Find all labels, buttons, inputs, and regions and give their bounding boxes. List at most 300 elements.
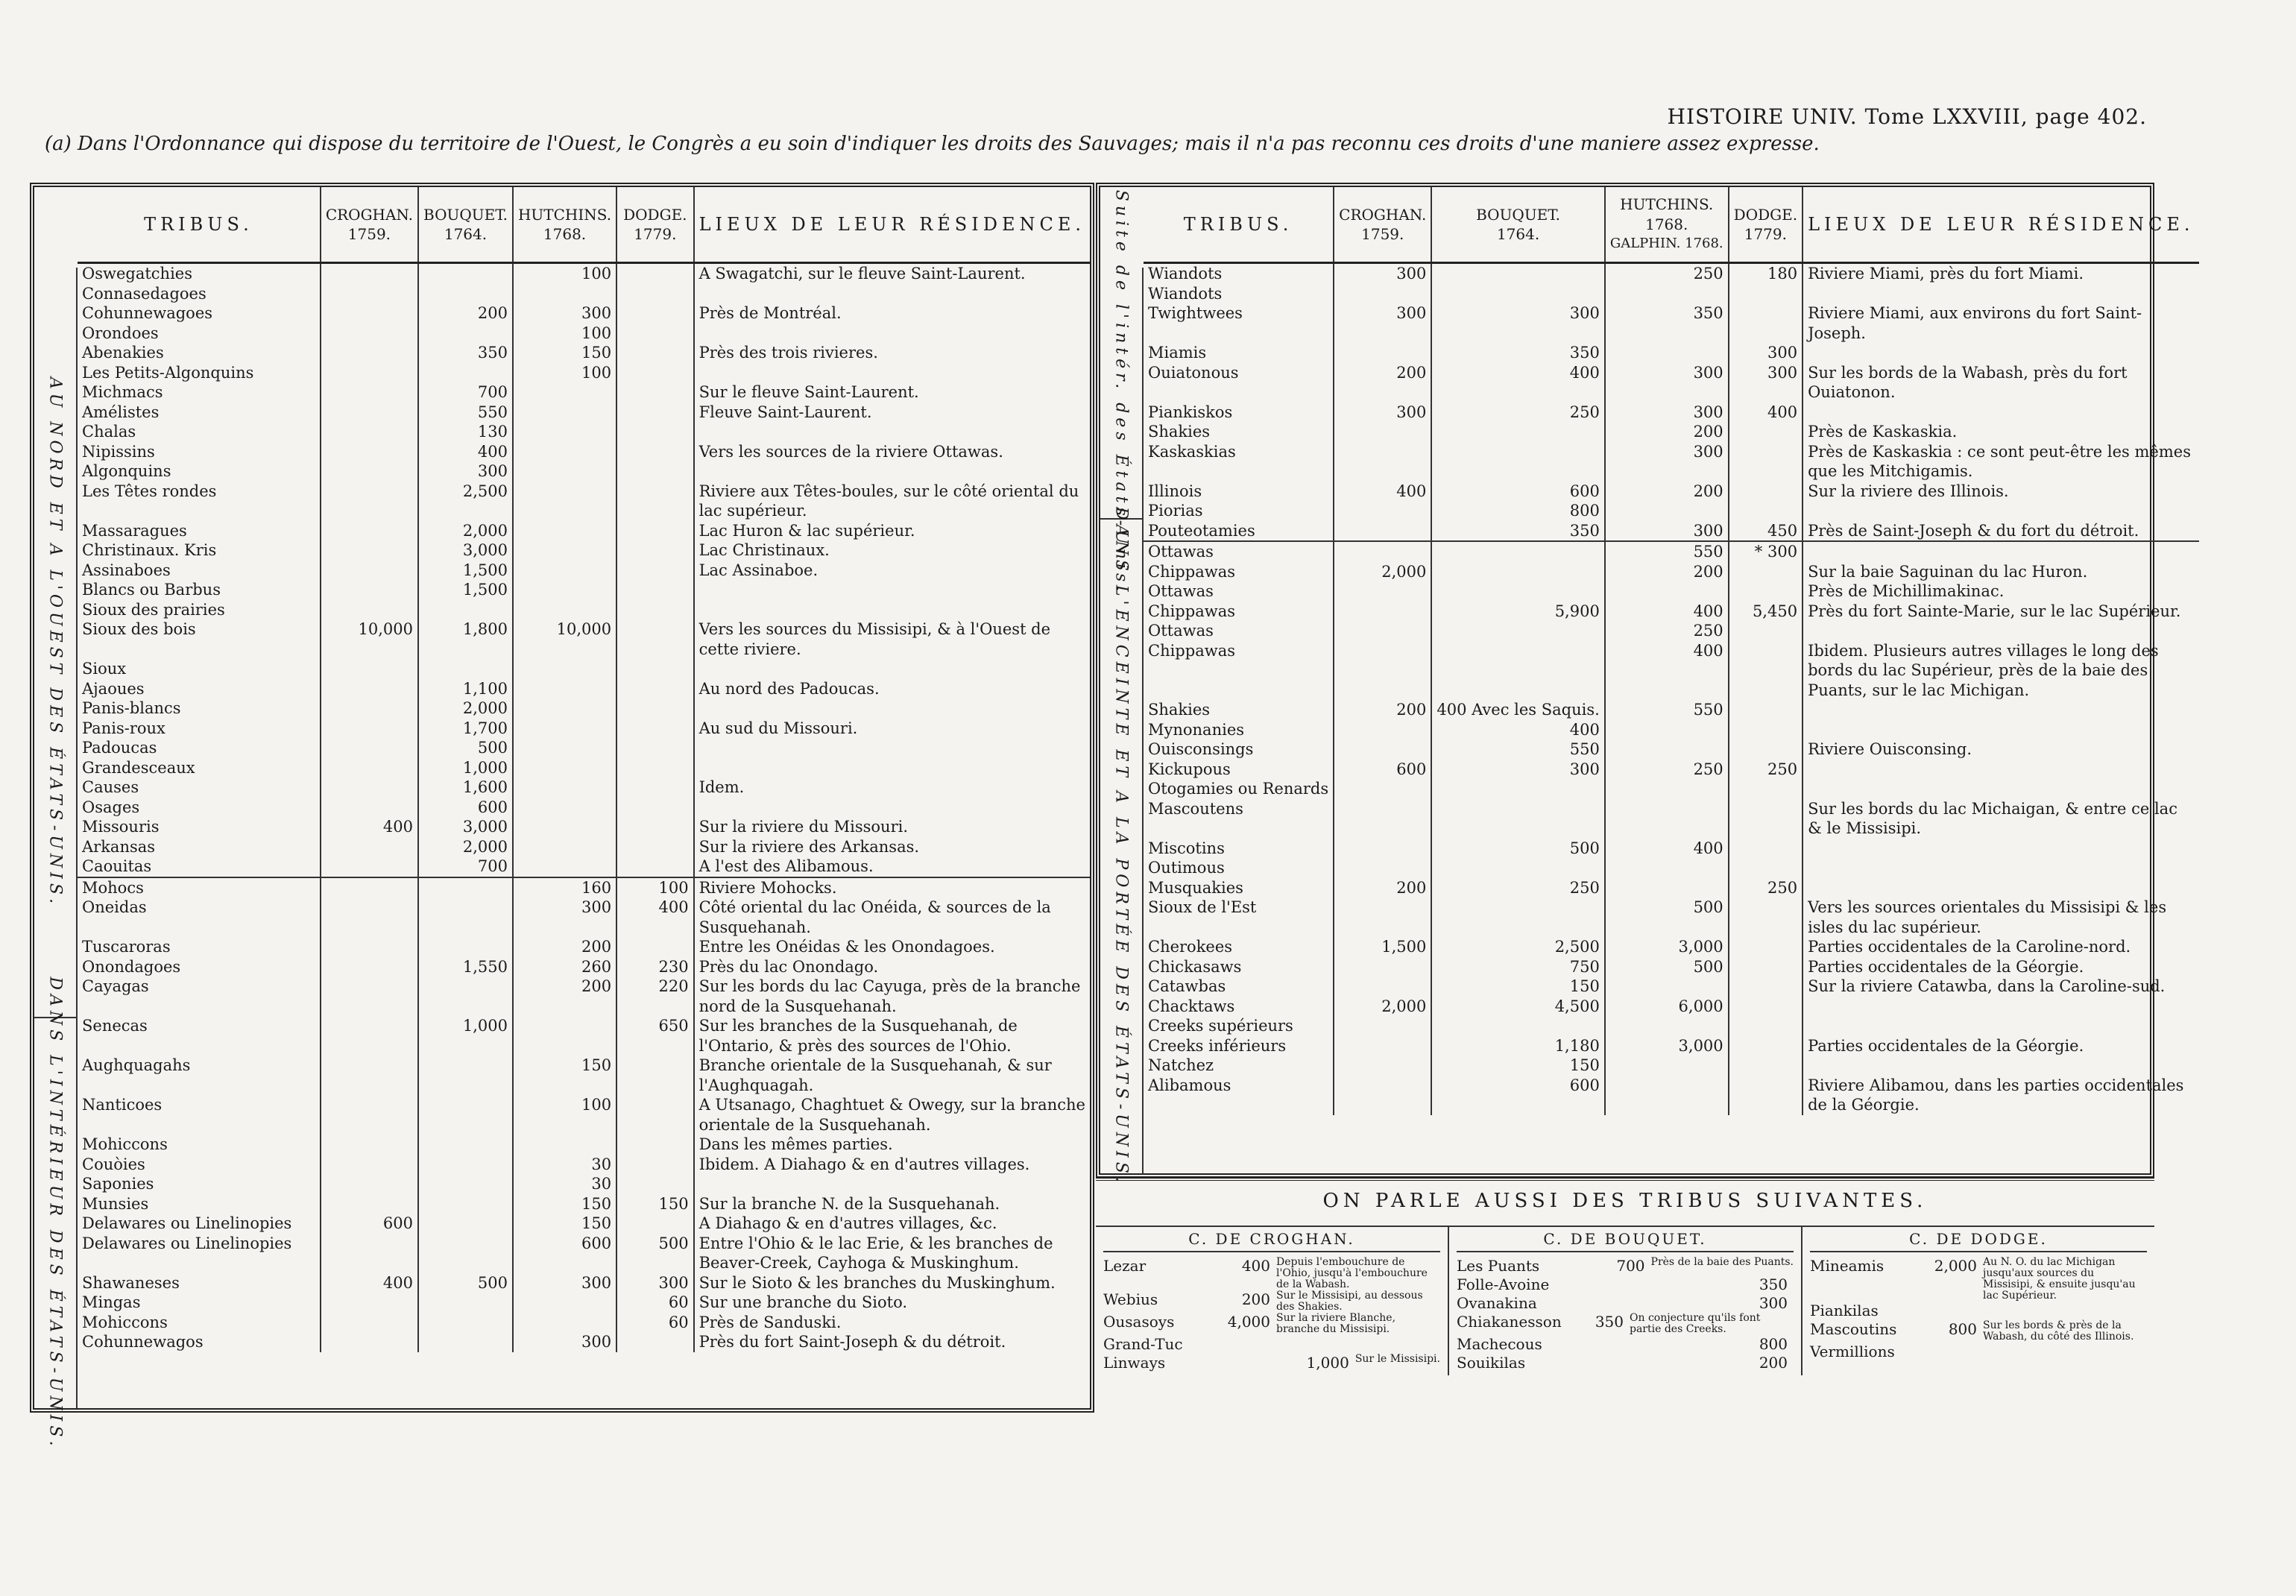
table-row: [78, 738, 1090, 758]
residence: Fleuve Saint-Laurent.: [694, 403, 1090, 423]
dodge-value: 60: [616, 1313, 693, 1333]
dodge-value: [1729, 501, 1803, 521]
dodge-value: [616, 619, 693, 659]
tribe-name: Munsies: [82, 1194, 149, 1213]
bouquet-value: 150: [1431, 1056, 1604, 1076]
hutchins-value: 200: [1605, 482, 1729, 502]
bouquet-value: 350: [418, 343, 513, 363]
bouquet-value: 350: [1431, 343, 1604, 363]
tribe-name: Piankilas: [1810, 1302, 1879, 1319]
list-item: [1457, 1354, 1794, 1372]
residence: Ibidem. A Diahago & en d'autres villages.: [694, 1155, 1090, 1175]
tribe-name: Kickupous: [1148, 760, 1231, 778]
bouquet-value: 750: [1431, 957, 1604, 977]
croghan-value: [321, 1135, 418, 1155]
tribe-name: Chiakanesson: [1457, 1313, 1562, 1331]
hutchins-value: 200: [1605, 562, 1729, 582]
hutchins-value: [513, 461, 616, 482]
tribe-name: Sioux des prairies: [82, 600, 225, 619]
dodge-value: [616, 324, 693, 344]
table-row: [1144, 957, 2199, 977]
dodge-value: [1729, 1056, 1803, 1076]
residence: Sur la riviere du Missouri.: [694, 817, 1090, 837]
croghan-value: [321, 461, 418, 482]
bouquet-value: 400: [1431, 363, 1604, 403]
residence: Parties occidentales de la Caroline-nord.: [1803, 937, 2198, 957]
dodge-value: 5,450: [1729, 602, 1803, 622]
tribe-name: Ajaoues: [82, 679, 145, 698]
residence: A l'est des Alibamous.: [694, 857, 1090, 877]
table-row: [1144, 720, 2199, 740]
list-item: [1457, 1335, 1794, 1354]
tribe-name: Wiandots: [1148, 265, 1223, 283]
dodge-value: [1729, 303, 1803, 343]
hutchins-value: [1605, 581, 1729, 602]
croghan-value: [321, 263, 418, 284]
tribe-name: Linways: [1103, 1354, 1166, 1372]
croghan-value: 2,000: [1334, 562, 1431, 582]
table-row: [1144, 898, 2199, 937]
dodge-value: [616, 521, 693, 541]
hutchins-value: 500: [1605, 957, 1729, 977]
bouquet-value: 1,700: [418, 719, 513, 739]
tribe-name: Piankiskos: [1148, 403, 1233, 421]
bouquet-value: 600: [1431, 1076, 1604, 1115]
tribe-name: Michmacs: [82, 383, 163, 401]
bouquet-value: 250: [1431, 878, 1604, 898]
hutchins-value: [1605, 1016, 1729, 1036]
residence: Entre les Onéidas & les Onondagoes.: [694, 937, 1090, 957]
bouquet-value: [1431, 641, 1604, 701]
table-row: [78, 817, 1090, 837]
bouquet-value: [1431, 541, 1604, 562]
tribe-count: 2,000: [1934, 1257, 1977, 1275]
list-item: [1103, 1290, 1440, 1313]
dodge-value: [616, 798, 693, 818]
other-tribes-column: [1096, 1227, 1448, 1375]
table-row: [78, 679, 1090, 699]
tribe-name: Sioux: [82, 660, 127, 678]
residence: Côté oriental du lac Onéida, & sources de la Susquehanah.: [694, 898, 1090, 937]
hutchins-value: 550: [1605, 700, 1729, 720]
dodge-value: [616, 837, 693, 857]
dodge-value: [616, 719, 693, 739]
hutchins-value: [513, 580, 616, 600]
tribe-name: Ovanakina: [1457, 1294, 1537, 1312]
table-row: [78, 382, 1090, 403]
bouquet-value: [1431, 779, 1604, 799]
croghan-value: [321, 957, 418, 977]
tribe-name: Grand-Tuc: [1103, 1335, 1183, 1353]
hutchins-value: 300: [513, 1332, 616, 1352]
bouquet-value: 1,500: [418, 580, 513, 600]
bouquet-value: [418, 1056, 513, 1095]
dodge-value: [616, 403, 693, 423]
dodge-value: [1729, 482, 1803, 502]
table-row: [78, 1332, 1090, 1352]
croghan-value: [321, 738, 418, 758]
croghan-value: [321, 698, 418, 719]
hutchins-value: [513, 600, 616, 620]
tribe-name: Padoucas: [82, 739, 157, 757]
list-item: [1457, 1275, 1794, 1294]
table-row: [1144, 858, 2199, 878]
dodge-value: [616, 1095, 693, 1135]
croghan-value: [321, 937, 418, 957]
tribe-count: 400: [1241, 1257, 1270, 1275]
tribe-name: Osages: [82, 798, 140, 816]
table-row: [78, 580, 1090, 600]
bouquet-value: 500: [418, 738, 513, 758]
tribe-count: 300: [1759, 1294, 1788, 1312]
croghan-value: [321, 324, 418, 344]
tribe-count: 350: [1595, 1313, 1624, 1331]
hutchins-value: 200: [513, 977, 616, 1016]
tribe-name: Souikilas: [1457, 1354, 1526, 1372]
hutchins-value: 3,000: [1605, 937, 1729, 957]
residence: A Diahago & en d'autres villages, &c.: [694, 1214, 1090, 1234]
residence: Lac Christinaux.: [694, 540, 1090, 561]
hutchins-value: [513, 738, 616, 758]
tribe-name: Chickasaws: [1148, 957, 1242, 976]
table-row: [1144, 422, 2199, 442]
table-row: [1144, 997, 2199, 1017]
dodge-value: [1729, 442, 1803, 482]
croghan-value: [321, 758, 418, 778]
residence: Vers les sources de la riviere Ottawas.: [694, 442, 1090, 462]
residence: Sur la branche N. de la Susquehanah.: [694, 1194, 1090, 1214]
residence: [694, 580, 1090, 600]
croghan-value: [321, 977, 418, 1016]
residence: Riviere Miami, aux environs du fort Saint-Joseph.: [1803, 303, 2198, 343]
tribe-name: Shawaneses: [82, 1273, 180, 1292]
bouquet-value: 550: [1431, 739, 1604, 760]
residence: A Utsanago, Chaghtuet & Owegy, sur la branche orientale de la Susquehanah.: [694, 1095, 1090, 1135]
hutchins-value: [513, 698, 616, 719]
bouquet-value: [418, 1095, 513, 1135]
dodge-value: [1729, 641, 1803, 701]
tribe-name: Webius: [1103, 1290, 1158, 1308]
bouquet-value: [1431, 562, 1604, 582]
hutchins-value: [513, 382, 616, 403]
hutchins-value: 150: [513, 1214, 616, 1234]
table-row: [1144, 641, 2199, 701]
dodge-value: 60: [616, 1293, 693, 1313]
tribe-name: Mascoutins: [1810, 1320, 1897, 1338]
residence: [1803, 403, 2198, 423]
bouquet-value: 2,500: [418, 482, 513, 521]
tribe-name: Chippawas: [1148, 562, 1235, 581]
table-row: [78, 263, 1090, 284]
residence: Riviere Ouisconsing.: [1803, 739, 2198, 760]
tribe-name: Ottawas: [1148, 582, 1214, 600]
residence: [694, 1174, 1090, 1194]
croghan-value: [1334, 1076, 1431, 1115]
residence: Sur les bords de la Wabash, près du fort Ouiatonon.: [1803, 363, 2198, 403]
residence: [694, 600, 1090, 620]
tribe-name: Grandesceaux: [82, 758, 195, 777]
croghan-value: [321, 1194, 418, 1214]
hutchins-value: 3,000: [1605, 1036, 1729, 1056]
bouquet-value: 500: [1431, 839, 1604, 859]
tribe-name: Chalas: [82, 423, 136, 441]
col-croghan: CROGHAN. 1759.: [321, 187, 418, 263]
residence: Sur le Sioto & les branches du Muskinghum.: [694, 1273, 1090, 1293]
hutchins-value: [1605, 799, 1729, 839]
croghan-value: [1334, 581, 1431, 602]
residence: Vers les sources orientales du Missisipi & les isles du lac supérieur.: [1803, 898, 2198, 937]
other-tribes-columns: [1096, 1226, 2154, 1375]
residence: Près des trois rivieres.: [694, 343, 1090, 363]
table-row: [78, 284, 1090, 304]
hutchins-value: 300: [1605, 363, 1729, 403]
table-row: [78, 1174, 1090, 1194]
residence: Près de Saint-Joseph & du fort du détroit.: [1803, 521, 2198, 542]
table-row: [78, 1214, 1090, 1234]
table-row: [1144, 263, 2199, 284]
residence: [1803, 858, 2198, 878]
dodge-value: [1729, 581, 1803, 602]
tribe-name: Miamis: [1148, 344, 1207, 362]
residence: Riviere Alibamou, dans les parties occidentales de la Géorgie.: [1803, 1076, 2198, 1115]
croghan-value: [321, 898, 418, 937]
croghan-value: [321, 1332, 418, 1352]
hutchins-value: [513, 442, 616, 462]
table-row: [1144, 482, 2199, 502]
dodge-value: [616, 600, 693, 620]
dodge-value: [616, 461, 693, 482]
croghan-value: [321, 482, 418, 521]
croghan-value: [1334, 858, 1431, 878]
table-row: [1144, 541, 2199, 562]
dodge-value: [616, 1135, 693, 1155]
residence: [694, 698, 1090, 719]
other-tribes-column: [1448, 1227, 1801, 1375]
table-row: [78, 1056, 1090, 1095]
bouquet-value: 250: [1431, 403, 1604, 423]
table-row: [78, 798, 1090, 818]
residence: Sur les bords du lac Cayuga, près de la branche nord de la Susquehanah.: [694, 977, 1090, 1016]
bouquet-value: 2,000: [418, 698, 513, 719]
dodge-value: [1729, 422, 1803, 442]
hutchins-value: 250: [1605, 621, 1729, 641]
hutchins-value: [513, 798, 616, 818]
table-row: [1144, 403, 2199, 423]
dodge-value: [616, 263, 693, 284]
dodge-value: [1729, 739, 1803, 760]
tribe-name: Shakies: [1148, 423, 1211, 441]
residence: Depuis l'embouchure de l'Ohio, jusqu'à l'embouchure de la Wabash.: [1276, 1256, 1428, 1290]
dodge-value: [616, 303, 693, 324]
hutchins-value: 400: [1605, 602, 1729, 622]
dodge-value: 230: [616, 957, 693, 977]
other-tribes-column-head: C. DE BOUQUET.: [1457, 1230, 1794, 1252]
residence: Sur le fleuve Saint-Laurent.: [694, 382, 1090, 403]
table-row: [78, 521, 1090, 541]
tribe-name: Panis-roux: [82, 719, 165, 737]
residence: Sur les branches de la Susquehanah, de l'Ontario, & près des sources de l'Ohio.: [694, 1016, 1090, 1056]
bouquet-value: 2,000: [418, 521, 513, 541]
table-row: [1144, 700, 2199, 720]
bouquet-value: [418, 1313, 513, 1333]
croghan-value: [1334, 977, 1431, 997]
residence: Près du fort Saint-Joseph & du détroit.: [694, 1332, 1090, 1352]
tribe-name: Cherokees: [1148, 938, 1233, 956]
tribe-name: Les Têtes rondes: [82, 482, 217, 500]
croghan-value: [321, 422, 418, 442]
bouquet-value: 2,000: [418, 837, 513, 857]
col-hutchins: HUTCHINS. 1768. GALPHIN. 1768.: [1605, 187, 1729, 263]
right-table-frame: [1096, 183, 2195, 1187]
croghan-value: [321, 837, 418, 857]
bouquet-value: 3,000: [418, 540, 513, 561]
croghan-value: 400: [1334, 482, 1431, 502]
tribe-name: Ouisconsings: [1148, 740, 1254, 758]
bouquet-value: 350: [1431, 521, 1604, 542]
dodge-value: [1729, 284, 1803, 304]
hutchins-value: 300: [1605, 521, 1729, 542]
bouquet-value: [1431, 1016, 1604, 1036]
hutchins-value: 300: [513, 1273, 616, 1293]
residence: Dans les mêmes parties.: [694, 1135, 1090, 1155]
tribe-name: Cohunnewagos: [82, 1333, 204, 1351]
bouquet-value: [418, 263, 513, 284]
page-header: HISTOIRE UNIV. Tome LXXVIII, page 402.: [1667, 104, 2147, 129]
residence: [1803, 1016, 2198, 1036]
bouquet-value: [418, 324, 513, 344]
croghan-value: 10,000: [321, 619, 418, 659]
table-row: [78, 1135, 1090, 1155]
residence: Parties occidentales de la Géorgie.: [1803, 1036, 2198, 1056]
other-tribes-box: [1096, 1178, 2154, 1413]
hutchins-value: 150: [513, 1056, 616, 1095]
bouquet-value: 700: [418, 382, 513, 403]
table-row: [78, 1194, 1090, 1214]
table-row: [78, 1095, 1090, 1135]
list-item: [1103, 1257, 1440, 1290]
tribe-name: Massaragues: [82, 521, 187, 540]
tribe-name: Mohocs: [78, 877, 321, 898]
dodge-value: [1729, 779, 1803, 799]
hutchins-value: 6,000: [1605, 997, 1729, 1017]
dodge-value: [1729, 937, 1803, 957]
croghan-value: 2,000: [1334, 997, 1431, 1017]
dodge-value: [616, 1056, 693, 1095]
croghan-value: [321, 1056, 418, 1095]
hutchins-value: [513, 403, 616, 423]
hutchins-value: 100: [513, 363, 616, 383]
residence: [694, 798, 1090, 818]
bouquet-value: [1431, 858, 1604, 878]
bouquet-value: 5,900: [1431, 602, 1604, 622]
left-side-label-a: AU NORD ET A L'OUEST DES ÉTATS-UNIS.: [34, 268, 78, 1017]
table-row: [1144, 602, 2199, 622]
bouquet-value: 300: [1431, 760, 1604, 780]
col-hutchins: HUTCHINS. 1768.: [513, 187, 616, 263]
list-item: [1103, 1354, 1440, 1372]
residence: Parties occidentales de la Géorgie.: [1803, 957, 2198, 977]
dodge-value: 300: [1729, 343, 1803, 363]
table-row: [1144, 343, 2199, 363]
dodge-value: 250: [1729, 760, 1803, 780]
col-lieux: LIEUX DE LEUR RÉSIDENCE.: [1803, 187, 2198, 263]
other-tribes-column-head: C. DE CROGHAN.: [1103, 1230, 1440, 1252]
tribe-name: Assinaboes: [82, 561, 171, 579]
croghan-value: [1334, 1016, 1431, 1036]
croghan-value: 200: [1334, 363, 1431, 403]
table-row: [78, 482, 1090, 521]
list-item: [1103, 1335, 1440, 1354]
tribe-name: Vermillions: [1810, 1343, 1895, 1360]
table-row: [1144, 1016, 2199, 1036]
bouquet-value: [418, 363, 513, 383]
croghan-value: [1334, 284, 1431, 304]
hutchins-value: [1605, 720, 1729, 740]
table-row: [78, 778, 1090, 798]
residence: Idem.: [694, 778, 1090, 798]
dodge-value: [616, 1155, 693, 1175]
tribe-name: Les Puants: [1457, 1257, 1540, 1275]
bouquet-value: 600: [1431, 482, 1604, 502]
residence: Près du lac Onondago.: [694, 957, 1090, 977]
dodge-value: [616, 343, 693, 363]
table-row: [78, 1234, 1090, 1273]
hutchins-value: [1605, 977, 1729, 997]
hutchins-value: [513, 837, 616, 857]
residence: [694, 284, 1090, 304]
tribe-count: 4,000: [1227, 1313, 1270, 1331]
table-row: [1144, 581, 2199, 602]
bouquet-value: 1,550: [418, 957, 513, 977]
croghan-value: 200: [1334, 700, 1431, 720]
col-dodge: DODGE. 1779.: [616, 187, 693, 263]
tribe-name: Causes: [82, 778, 139, 796]
right-side-label-a: Suite de l'intér. des États-Unis.: [1100, 268, 1144, 518]
croghan-value: 400: [321, 1273, 418, 1293]
hutchins-value: [513, 422, 616, 442]
tribe-name: Connasedagoes: [82, 284, 206, 303]
hutchins-value: 10,000: [513, 619, 616, 659]
bouquet-value: 1,600: [418, 778, 513, 798]
hutchins-value: [513, 284, 616, 304]
dodge-value: [616, 778, 693, 798]
residence: [1803, 1056, 2198, 1076]
dodge-value: [616, 738, 693, 758]
hutchins-value: [1605, 739, 1729, 760]
hutchins-value: 150: [513, 1194, 616, 1214]
bouquet-value: 1,000: [418, 1016, 513, 1056]
hutchins-value: 250: [1605, 263, 1729, 284]
table-row: [1144, 779, 2199, 799]
tribe-name: Mohiccons: [82, 1313, 168, 1331]
bouquet-value: [418, 877, 513, 898]
croghan-value: 1,500: [1334, 937, 1431, 957]
dodge-value: [616, 1174, 693, 1194]
tribe-name: Delawares ou Linelinopies: [82, 1234, 292, 1252]
croghan-value: [1334, 602, 1431, 622]
dodge-value: 220: [616, 977, 693, 1016]
hutchins-value: [1605, 1056, 1729, 1076]
tribe-name: Mynonanies: [1148, 720, 1245, 739]
croghan-value: [321, 382, 418, 403]
bouquet-value: [1431, 898, 1604, 937]
tribe-name: Nanticoes: [82, 1096, 163, 1114]
residence: Sur le Missisipi.: [1354, 1353, 1440, 1365]
tribe-name: Mingas: [82, 1293, 141, 1311]
dodge-value: 300: [616, 1273, 693, 1293]
dodge-value: [616, 679, 693, 699]
table-row: [78, 540, 1090, 561]
